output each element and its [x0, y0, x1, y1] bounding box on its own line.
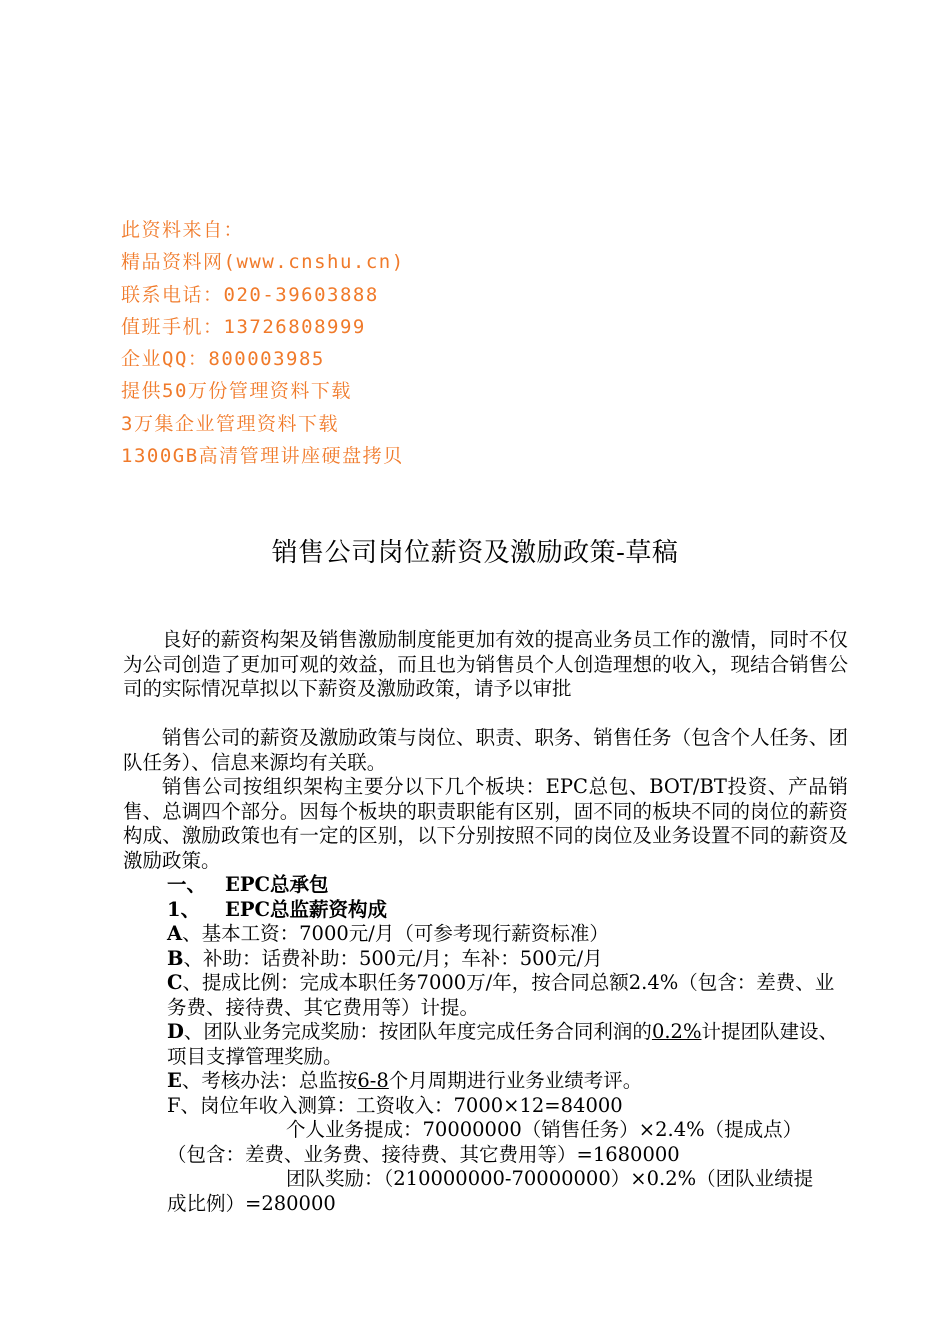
- section-heading-epc: [123, 873, 848, 898]
- section-title: EPC总承包: [225, 873, 329, 896]
- item-text: 计提团队建设、项目支撑管理奖励。: [167, 1020, 838, 1068]
- item-f-annual-income: F、岗位年收入测算：工资收入：7000×12=84000: [167, 1093, 623, 1117]
- item-text: 、考核办法：总监按: [181, 1069, 358, 1092]
- source-line: 此资料来自：: [121, 219, 245, 241]
- item-c-commission: [123, 971, 848, 1020]
- subsection-title: EPC总监薪资构成: [225, 897, 388, 921]
- document-body: [123, 628, 848, 1216]
- source-offer-line: 1300GB高清管理讲座硬盘拷贝: [121, 445, 404, 468]
- calc-personal-commission-cont: （包含：差费、业务费、接待费、其它费用等）=1680000: [167, 1142, 680, 1166]
- source-offer-line: 提供50万份管理资料下载: [121, 380, 352, 403]
- document-title: 销售公司岗位薪资及激励政策-草稿: [271, 538, 679, 568]
- source-website-line: 精品资料网(www.cnshu.cn): [121, 251, 405, 274]
- item-text: 、补助：话费补助：500元/月；车补：500元/月: [183, 946, 603, 970]
- item-d-team-bonus: [123, 1020, 848, 1069]
- intro-paragraph: 良好的薪资构架及销售激励制度能更加有效的提高业务员工作的激情，同时不仅为公司创造了更加可观的效益，而且也为销售员个人创造理想的收入，现结合销售公司的实际情况草拟以下薪资及激励政策，请予以审批: [123, 628, 848, 700]
- team-bonus-rate: 0.2%: [651, 1020, 702, 1043]
- item-text: 、团队业务完成奖励：按团队年度完成任务合同利润的: [183, 1020, 652, 1043]
- item-text: 、提成比例：完成本职任务7000万/年，按合同总额2.4%（包含：差费、业务费、接待费、其它费用等）计提。: [167, 971, 835, 1019]
- section-number: 一、: [167, 873, 207, 896]
- source-phone-line: 联系电话：020-39603888: [121, 283, 379, 306]
- structure-paragraph: 销售公司按组织架构主要分以下几个板块：EPC总包、BOT/BT投资、产品销售、总调四个部分。因每个板块的职责职能有区别，固不同的板块不同的岗位的薪资构成、激励政策也有一定的区别，以下分别按照不同的岗位及业务设置不同的薪资及激励政策。: [123, 775, 848, 872]
- item-e-assessment: [123, 1069, 848, 1094]
- calc-team-bonus: 团队奖励：（210000000-70000000）×0.2%（团队业绩提: [286, 1167, 814, 1190]
- source-mobile-line: 值班手机：13726808999: [121, 315, 366, 338]
- calc-team-bonus-cont: 成比例）=280000: [167, 1191, 336, 1215]
- source-info-block: [121, 214, 405, 472]
- item-text: 、基本工资：7000元/月（可参考现行薪资标准）: [182, 922, 609, 945]
- source-qq-line: 企业QQ：800003985: [121, 348, 325, 371]
- item-a-base-salary: [123, 922, 848, 947]
- subsection-number: 1、: [167, 897, 201, 921]
- policy-paragraph: 销售公司的薪资及激励政策与岗位、职责、职务、销售任务（包含个人任务、团队任务）、信息来源均有关联。: [123, 726, 848, 774]
- source-offer-line: 3万集企业管理资料下载: [121, 412, 339, 435]
- calc-personal-commission: 个人业务提成：70000000（销售任务）×2.4%（提成点）: [286, 1118, 803, 1141]
- item-key: B: [167, 946, 184, 970]
- subsection-heading-epc-director: [123, 898, 848, 923]
- assessment-period: 6-8: [357, 1069, 389, 1092]
- item-key: A: [167, 922, 183, 945]
- item-b-allowance: [123, 947, 848, 972]
- item-key: C: [167, 971, 183, 994]
- item-key: E: [167, 1069, 182, 1092]
- item-text: 个月周期进行业务业绩考评。: [388, 1069, 643, 1092]
- item-key: D: [167, 1020, 184, 1043]
- paragraph-gap: [123, 702, 848, 727]
